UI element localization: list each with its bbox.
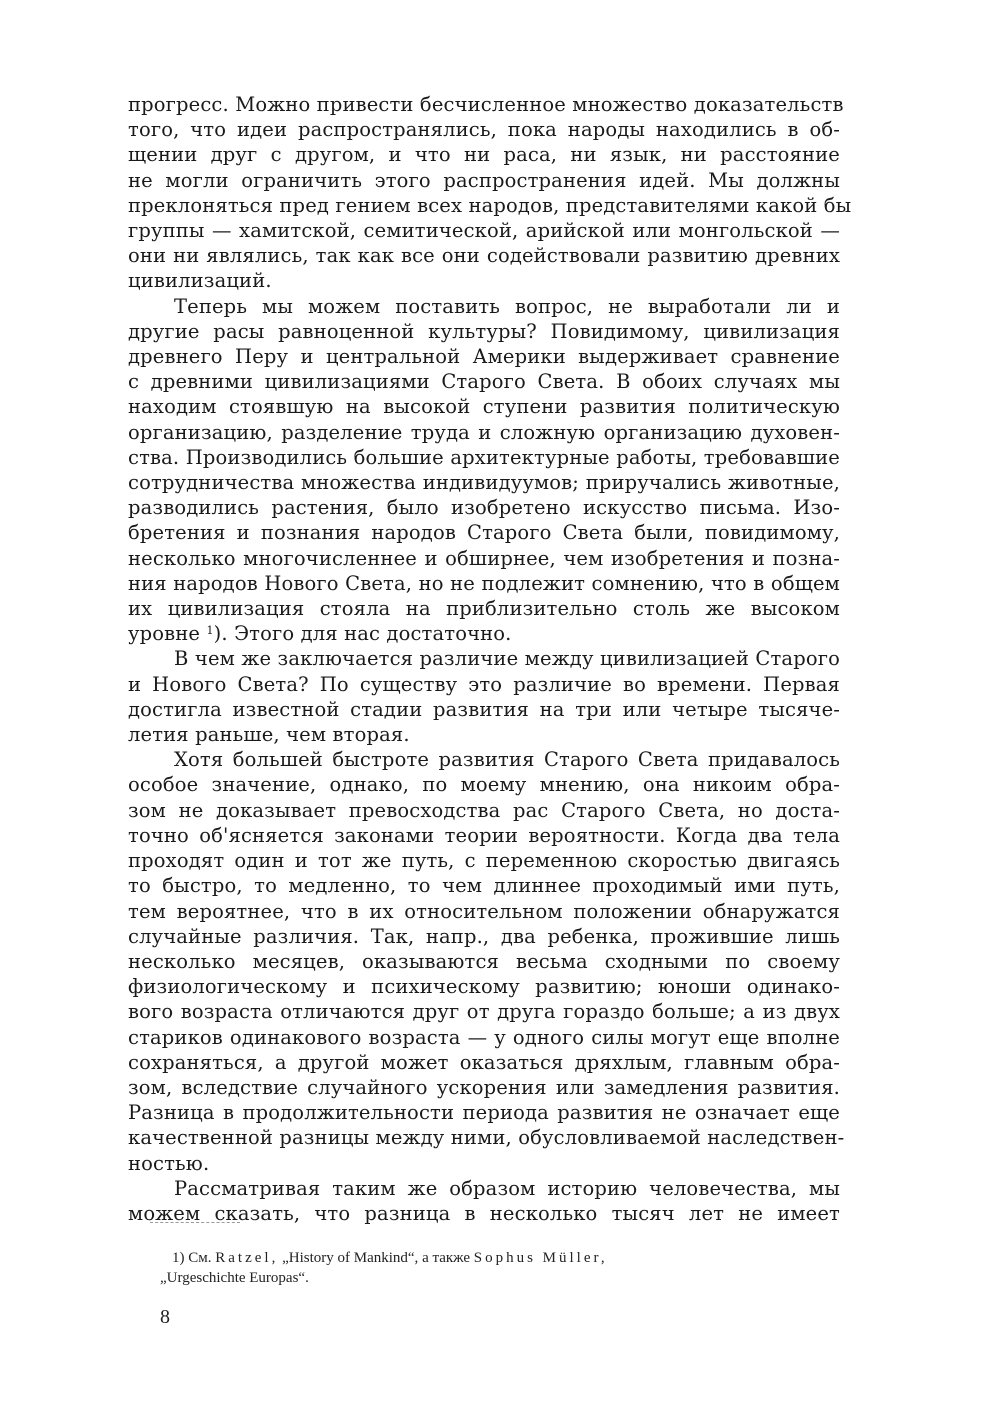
- text-line: щении друг с другом, и что ни раса, ни язык, ни расстояние: [128, 143, 840, 167]
- text-line: [128, 621, 840, 646]
- paragraph-2: [128, 294, 840, 647]
- text-line: находим стоявшую на высокой ступени развития политическую: [128, 395, 840, 419]
- text-line: В чем же заключается различие между цивилизацией Старого: [174, 647, 840, 671]
- text-line: зом, вследствие случайного ускорения или замедления развития.: [128, 1075, 840, 1099]
- text-line: другие расы равноценной культуры? Повидимому, цивилизация: [128, 319, 840, 343]
- text-line: цивилизаций.: [128, 269, 272, 293]
- text-line: их цивилизация стояла на приблизительно столь же высоком: [128, 597, 840, 621]
- footnote-prefix: См.: [188, 1250, 212, 1266]
- footnote-author: Sophus Müller,: [473, 1250, 608, 1266]
- text-line: организацию, разделение труда и сложную организацию духовен-: [128, 420, 840, 444]
- text-line: проходят один и тот же путь, с переменною скоростью двигаясь: [128, 849, 840, 873]
- paragraph-4: [128, 747, 845, 1175]
- text-line: Рассматривая таким же образом историю человечества, мы: [174, 1176, 840, 1200]
- text-line: Теперь мы можем поставить вопрос, не выработали ли и: [174, 294, 840, 318]
- text-line: достигла известной стадии развития на три или четыре тысяче-: [128, 697, 840, 721]
- text-line: группы — хамитской, семитической, арийской или монгольской —: [128, 219, 840, 243]
- paragraph-5: [128, 1176, 840, 1226]
- text-line: несколько месяцев, оказываются весьма сходными по своему: [128, 949, 840, 973]
- text-line: несколько многочисленнее и обширнее, чем изобретения и позна-: [128, 546, 840, 570]
- text-line: разводились растения, было изобретено искусство письма. Изо-: [128, 496, 840, 520]
- text-line: физиологическому и психическому развитию; юноши одинако-: [128, 975, 840, 999]
- text-line: особое значение, однако, по моему мнению, она никоим обра-: [128, 773, 840, 797]
- body-text: [128, 92, 852, 1226]
- text-line: Разница в продолжительности периода развития не означает еще: [128, 1101, 840, 1125]
- footnote-line: [160, 1248, 860, 1268]
- text-line: случайные различия. Так, напр., два ребенка, прожившие лишь: [128, 924, 840, 948]
- footnote: [160, 1248, 860, 1288]
- text-line: они ни являлись, так как все они содействовали развитию древних: [128, 244, 840, 268]
- text-line: качественной разницы между ними, обусловливаемой наследствен-: [128, 1126, 845, 1150]
- footnote-work-title: „Urgeschichte Europas“.: [160, 1270, 309, 1286]
- text-line: сохраняться, а другой может оказаться дряхлым, главным обра-: [128, 1050, 840, 1074]
- text-line: не могли ограничить этого распространения идей. Мы должны: [128, 168, 840, 192]
- text-line: Хотя большей быстроте развития Старого Света придавалось: [174, 748, 840, 772]
- text-line: древнего Перу и центральной Америки выдерживает сравнение: [128, 345, 840, 369]
- text-line: того, что идеи распространялись, пока народы находились в об-: [128, 118, 840, 142]
- text-line: сотрудничества множества индивидуумов; приручались животные,: [128, 471, 840, 495]
- text-line: бретения и познания народов Старого Света были, повидимому,: [128, 521, 840, 545]
- paragraph-1: [128, 92, 852, 294]
- text-line: с древними цивилизациями Старого Света. В обоих случаях мы: [128, 370, 840, 394]
- text-line: и Нового Света? По существу это различие во времени. Первая: [128, 672, 840, 696]
- footnote-connector: а также: [422, 1250, 470, 1266]
- page-number: 8: [160, 1306, 170, 1328]
- text-line: то быстро, то медленно, то чем длиннее проходимый ими путь,: [128, 874, 840, 898]
- footnote-work-title: „History of Mankind“,: [282, 1250, 419, 1266]
- text-line: ностью.: [128, 1151, 210, 1175]
- text-line: точно об'ясняется законами теории вероятности. Когда два тела: [128, 823, 840, 847]
- text-line: можем сказать, что разница в несколько тысяч лет не имеет: [128, 1201, 840, 1225]
- text-line: тем вероятнее, что в их относительном положении обнаружатся: [128, 899, 840, 923]
- text-line: преклоняться пред гением всех народов, представителями какой бы: [128, 193, 852, 217]
- text-line: зом не доказывает превосходства рас Старого Света, но доста-: [128, 798, 840, 822]
- footnote-reference: 1: [206, 624, 214, 638]
- text-line: ства. Производились большие архитектурные работы, требовавшие: [128, 445, 840, 469]
- text-line: ния народов Нового Света, но не подлежит сомнению, что в общем: [128, 571, 840, 595]
- text-line: вого возраста отличаются друг от друга гораздо больше; а из двух: [128, 1000, 840, 1024]
- paragraph-3: [128, 646, 840, 747]
- footnote-divider: [150, 1222, 240, 1223]
- text-line: летия раньше, чем вторая.: [128, 723, 410, 747]
- footnote-marker: 1): [172, 1250, 185, 1266]
- text-fragment: уровне: [128, 622, 201, 646]
- footnote-author: Ratzel,: [215, 1250, 279, 1266]
- text-line: стариков одинакового возраста — у одного силы могут еще вполне: [128, 1025, 840, 1049]
- footnote-line: [160, 1268, 860, 1288]
- text-fragment: ). Этого для нас достаточно.: [213, 622, 512, 646]
- text-line: прогресс. Можно привести бесчисленное множество доказательств: [128, 93, 844, 116]
